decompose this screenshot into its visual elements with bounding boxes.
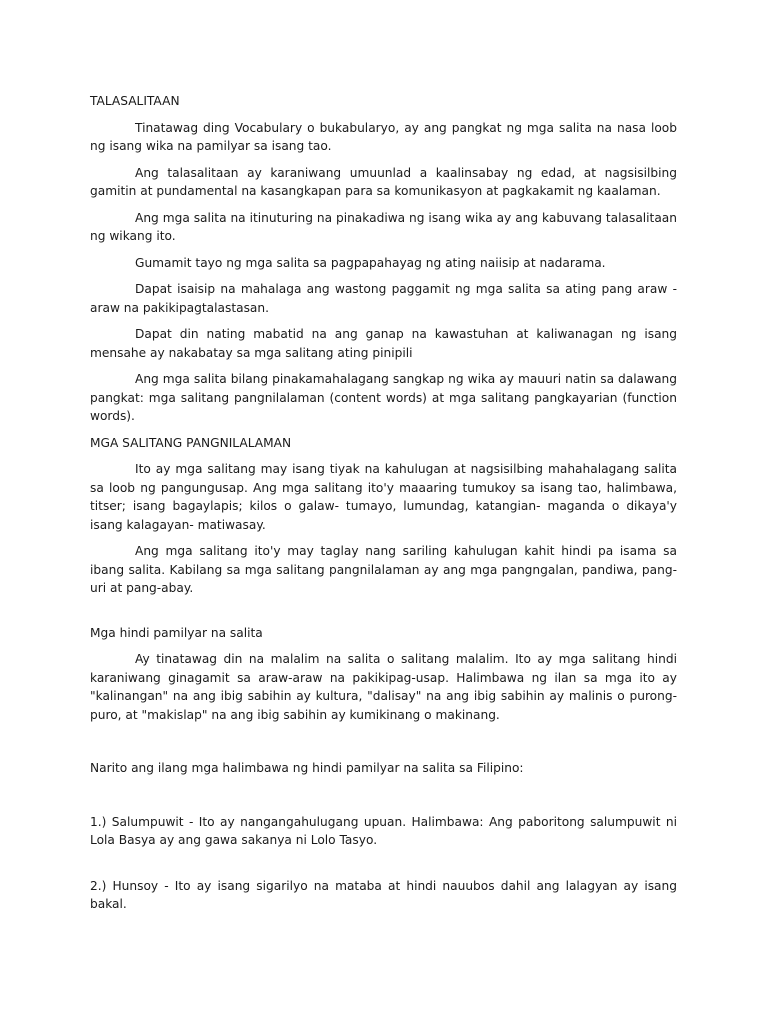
paragraph-unfamiliar-words: Ay tinatawag din na malalim na salita o salitang malalim. Ito ay mga salitang hindi karaniwang ginagamit sa araw-araw na pakikipag-usap. Halimbawa ng ilan sa mga ito ay "kalinangan" na ang ibig sabihin ay kultura, "dalisay" na ang ibig sabihin ay malinis o purong-puro, at "makislap" na ang ibig sabihin ay kumikinang o makinang. bbox=[90, 652, 677, 722]
heading-hindi-pamilyar: Mga hindi pamilyar na salita bbox=[90, 625, 263, 640]
spacer bbox=[90, 786, 677, 813]
heading-talasalitaan: TALASALITAAN bbox=[90, 94, 180, 108]
paragraph-proper-use: Dapat isaisip na mahalaga ang wastong paggamit ng mga salita sa ating pang araw - araw na pakikipagtalastasan. bbox=[90, 282, 677, 315]
paragraph-categories: Ang mga salita bilang pinakamahalagang sangkap ng wika ay mauuri natin sa dalawang pangkat: mga salitang pangnilalaman (content words) at mga salitang pangkayarian (function words). bbox=[90, 372, 677, 423]
paragraph-content-words-kinds: Ang mga salitang ito'y may taglay nang sariling kahulugan kahit hindi pa isama sa ibang salita. Kabilang sa mga salitang pangnilalaman ay ang mga pangngalan, pandiwa, pang-uri at pang-abay. bbox=[90, 544, 677, 595]
paragraph-content-words-definition: Ito ay mga salitang may isang tiyak na kahulugan at nagsisilbing mahahalagang salita sa loob ng pangungusap. Ang mga salitang ito'y maaaring tumukoy sa isang tao, halimbawa, titser; isang bagaylapis; kilos o galaw- tumayo, lumundag, katangian- maganda o dikaya'y isang kalagayan- matiwasay. bbox=[90, 462, 677, 532]
paragraph-examples-intro: Narito ang ilang mga halimbawa ng hindi pamilyar na salita sa Filipino: bbox=[90, 761, 524, 775]
paragraph-essence: Ang mga salita na itinuturing na pinakadiwa ng isang wika ay ang kabuvang talasalitaan ng wikang ito. bbox=[90, 210, 677, 243]
paragraph-clarity: Dapat din nating mabatid na ang ganap na kawastuhan at kaliwanagan ng isang mensahe ay nakabatay sa mga salitang ating pinipili bbox=[90, 327, 677, 360]
heading-salitang-pangnilalaman: MGA SALITANG PANGNILALAMAN bbox=[90, 435, 292, 450]
document-page bbox=[90, 92, 677, 914]
spacer bbox=[90, 850, 677, 877]
paragraph-definition: Tinatawag ding Vocabulary o bukabularyo, ay ang pangkat ng mga salita na nasa loob ng isang wika na pamilyar sa isang tao. bbox=[90, 120, 677, 153]
list-item-hunsoy: 2.) Hunsoy - Ito ay isang sigarilyo na mataba at hindi nauubos dahil ang lalagyan ay isang bakal. bbox=[90, 878, 677, 911]
paragraph-development: Ang talasalitaan ay karaniwang umuunlad a kaalinsabay ng edad, at nagsisilbing gamitin at pundamental na kasangkapan para sa komunikasyon at pagkakamit ng kaalaman. bbox=[90, 165, 677, 198]
list-item-salumpuwit: 1.) Salumpuwit - Ito ay nangangahulugang upuan. Halimbawa: Ang paboritong salumpuwit ni Lola Basya ay ang gawa sakanya ni Lolo Tasyo. bbox=[90, 814, 677, 847]
paragraph-usage: Gumamit tayo ng mga salita sa pagpapahayag ng ating naiisip at nadarama. bbox=[135, 255, 606, 270]
spacer bbox=[90, 732, 677, 759]
spacer bbox=[90, 606, 677, 624]
